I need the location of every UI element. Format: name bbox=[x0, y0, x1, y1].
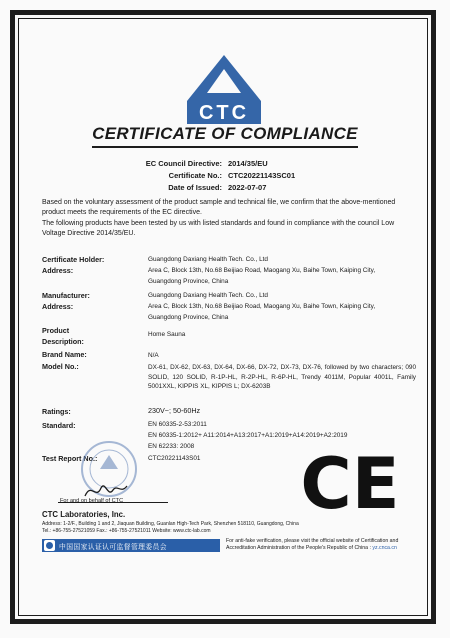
manufacturer-address-line-2: Guangdong Province, China bbox=[148, 314, 229, 321]
cnca-emblem-icon bbox=[44, 540, 55, 551]
standard-label: Standard: bbox=[42, 421, 76, 430]
product-label-line-1: Product bbox=[42, 326, 70, 335]
holder-label: Certificate Holder: bbox=[42, 255, 105, 264]
model-value: DX-61, DX-62, DX-63, DX-64, DX-66, DX-72, DX-73, DX-76, followed by two characters; 090 SOLID, 120 SOLID, R-1P-HL, R-2P-HL, R-6P-HL, Trendy 4011M, Popular 4001L, Family 5001XXL, KIPPIS XL, KIPPIS L; DX-6203B bbox=[148, 364, 416, 391]
brand-label: Brand Name: bbox=[42, 350, 87, 359]
directive-value: 2014/35/EU bbox=[228, 159, 268, 168]
directive-label: EC Council Directive: bbox=[145, 159, 222, 168]
manufacturer-address-label: Address: bbox=[42, 302, 74, 311]
product-label-line-2: Description: bbox=[42, 337, 84, 346]
anti-fake-text: For anti-fake verification, please visit the official website of Certification and Accreditation Administration of the People's Republic of China : bbox=[226, 538, 399, 551]
brand-value: N/A bbox=[148, 352, 159, 359]
intro-paragraph-1: Based on the voluntary assessment of the product sample and technical file, we confirm that the above-mentioned product meets the requirements of the EC directive. bbox=[42, 199, 396, 216]
manufacturer-address-line-1: Area C, Block 13th, No.68 Beijiao Road, Maogang Xu, Baihe Town, Kaiping City, bbox=[148, 303, 376, 310]
ratings-value: 230V~; 50-60Hz bbox=[148, 406, 201, 415]
lab-name: CTC Laboratories, Inc. bbox=[42, 510, 126, 519]
ce-mark bbox=[296, 446, 404, 518]
lab-contact: Tel.: +86-755-27521059 Fax.: +86-755-27521011 Website: www.ctc-lab.com bbox=[42, 528, 211, 534]
ctc-logo bbox=[183, 55, 265, 125]
standard-line-1: EN 60335-2-53:2011 bbox=[148, 421, 207, 428]
cnca-banner-text: 中国国家认证认可监督管理委员会 bbox=[59, 543, 167, 551]
logo-text: CTC bbox=[198, 102, 250, 124]
test-report-label: Test Report No.: bbox=[42, 454, 98, 463]
certificate-number-value: CTC20221143SC01 bbox=[228, 171, 296, 180]
issue-date-label: Date of Issued: bbox=[168, 183, 222, 192]
standard-line-2: EN 60335-1:2012+ A11:2014+A13:2017+A1:2019+A14:2019+A2:2019 bbox=[148, 432, 348, 439]
issue-date-value: 2022-07-07 bbox=[228, 183, 267, 192]
manufacturer-value: Guangdong Daxiang Health Tech. Co., Ltd bbox=[148, 292, 268, 299]
certificate-number-label: Certificate No.: bbox=[168, 171, 222, 180]
anti-fake-notice bbox=[226, 538, 416, 552]
standard-line-3: EN 62233: 2008 bbox=[148, 443, 195, 450]
manufacturer-label: Manufacturer: bbox=[42, 291, 90, 300]
signature-caption: For and on behalf of CTC bbox=[60, 498, 124, 504]
model-label: Model No.: bbox=[42, 362, 79, 371]
certificate-title: CERTIFICATE OF COMPLIANCE bbox=[92, 124, 358, 143]
holder-value: Guangdong Daxiang Health Tech. Co., Ltd bbox=[148, 256, 268, 263]
title-underline bbox=[92, 146, 358, 148]
cnca-banner bbox=[42, 539, 220, 552]
ratings-label: Ratings: bbox=[42, 407, 71, 416]
holder-address-label: Address: bbox=[42, 266, 74, 275]
cnca-verify-link[interactable]: yz.cnca.cn bbox=[372, 545, 397, 551]
ce-mark-text: CE bbox=[300, 446, 400, 518]
test-report-value: CTC20221143S01 bbox=[148, 455, 201, 462]
lab-address: Address: 1-2/F., Building 1 and 2, Jiaquan Building, Guanlan High-Tech Park, Shenzhen 518110, Guangdong, China bbox=[42, 521, 299, 527]
holder-address-line-1: Area C, Block 13th, No.68 Beijiao Road, Maogang Xu, Baihe Town, Kaiping City, bbox=[148, 267, 376, 274]
product-value: Home Sauna bbox=[148, 331, 186, 338]
intro-paragraph-2: The following products have been tested by us with listed standards and found in compliance with the council Low Voltage Directive 2014/35/EU. bbox=[42, 220, 395, 237]
holder-address-line-2: Guangdong Province, China bbox=[148, 278, 229, 285]
